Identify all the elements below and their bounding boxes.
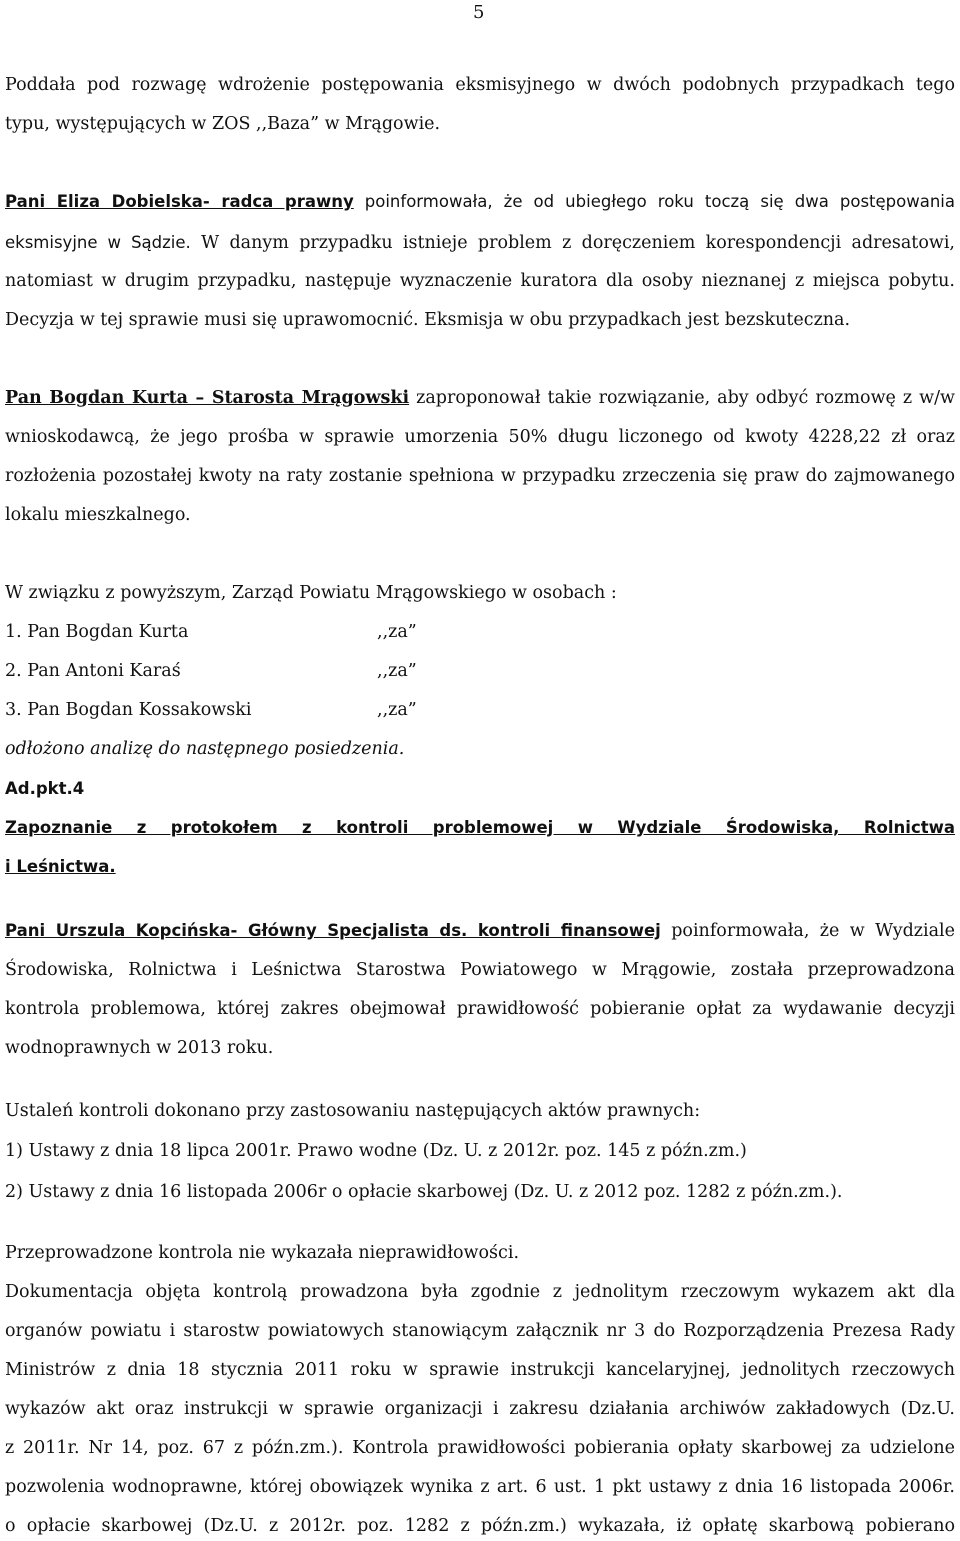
paragraph-line: Środowiska, Rolnictwa i Leśnictwa Starostwa Powiatowego w Mrągowie, została przeprowadzona xyxy=(5,960,955,980)
agenda-title: Zapoznanie z protokołem z kontroli problemowej w Wydziale Środowiska, Rolnictwa xyxy=(5,818,955,837)
line-start: eksmisyjne w Sądzie. xyxy=(5,233,191,252)
paragraph-line: Dokumentacja objęta kontrolą prowadzona była zgodnie z jednolitym rzeczowym wykazem akt dla xyxy=(5,1282,955,1302)
vote-name: 3. Pan Bogdan Kossakowski xyxy=(5,700,252,720)
paragraph-line xyxy=(5,920,955,942)
speaker-name: Pan Bogdan Kurta – Starosta Mrągowski xyxy=(5,388,410,408)
vote-value: ,,za” xyxy=(377,700,417,720)
agenda-point: Ad.pkt.4 xyxy=(5,779,85,798)
speaker-text: zaproponował takie rozwiązanie, aby odbyć rozmowę z w/w xyxy=(409,388,955,408)
list-item: 1) Ustawy z dnia 18 lipca 2001r. Prawo wodne (Dz. U. z 2012r. poz. 145 z późn.zm.) xyxy=(5,1141,747,1161)
paragraph-line xyxy=(5,232,955,254)
decision-line: odłożono analizę do następnego posiedzenia. xyxy=(5,739,405,759)
speaker-text: poinformowała, że w Wydziale xyxy=(660,921,955,941)
paragraph-line: kontrola problemowa, której zakres obejmował prawidłowość pobieranie opłat za wydawanie decyzji xyxy=(5,999,955,1019)
paragraph-line: lokalu mieszkalnego. xyxy=(5,505,191,525)
paragraph-line: organów powiatu i starostw powiatowych stanowiącym załącznik nr 3 do Rozporządzenia Prezesa Rady xyxy=(5,1321,955,1341)
paragraph-line: Ministrów z dnia 18 stycznia 2011 roku w sprawie instrukcji kancelaryjnej, jednolitych rzeczowych xyxy=(5,1360,955,1380)
vote-row xyxy=(5,699,955,721)
page-number: 5 xyxy=(473,2,485,23)
vote-row xyxy=(5,621,955,643)
speaker-text: poinformowała, że od ubiegłego roku toczą się dwa postępowania xyxy=(353,192,956,211)
vote-name: 1. Pan Bogdan Kurta xyxy=(5,622,189,642)
paragraph-line: wykazów akt oraz instrukcji w sprawie organizacji i zakresu działania archiwów zakładowych (Dz.U. xyxy=(5,1399,955,1419)
paragraph-line: natomiast w drugim przypadku, następuje wyznaczenie kuratora dla osoby nieznanej z miejsca pobytu. xyxy=(5,271,955,291)
paragraph-line: pozwolenia wodnoprawne, której obowiązek wynika z art. 6 ust. 1 pkt ustawy z dnia 16 listopada 2006r. xyxy=(5,1477,955,1497)
line-rest: W danym przypadku istnieje problem z doręczeniem korespondencji adresatowi, xyxy=(190,233,955,253)
agenda-title: i Leśnictwa. xyxy=(5,857,116,876)
paragraph-line xyxy=(5,191,955,213)
paragraph-line: wodnoprawnych w 2013 roku. xyxy=(5,1038,274,1058)
paragraph-line: wnioskodawcą, że jego prośba w sprawie umorzenia 50% długu liczonego od kwoty 4228,22 zł oraz xyxy=(5,427,955,447)
vote-name: 2. Pan Antoni Karaś xyxy=(5,661,181,681)
vote-value: ,,za” xyxy=(377,661,417,681)
paragraph-line: Poddała pod rozwagę wdrożenie postępowania eksmisyjnego w dwóch podobnych przypadkach tego xyxy=(5,75,955,95)
paragraph-line: o opłacie skarbowej (Dz.U. z 2012r. poz. 1282 z późn.zm.) wykazała, iż opłatę skarbową pobierano xyxy=(5,1516,955,1536)
paragraph-line: z 2011r. Nr 14, poz. 67 z późn.zm.). Kontrola prawidłowości pobierania opłaty skarbowej za udzielone xyxy=(5,1438,955,1458)
paragraph-line: Ustaleń kontroli dokonano przy zastosowaniu następujących aktów prawnych: xyxy=(5,1101,701,1121)
paragraph-line: Decyzja w tej sprawie musi się uprawomocnić. Eksmisja w obu przypadkach jest bezskuteczna. xyxy=(5,310,851,330)
paragraph-line xyxy=(5,387,955,409)
speaker-name: Pani Eliza Dobielska- radca prawny xyxy=(5,192,354,211)
paragraph-line: rozłożenia pozostałej kwoty na raty zostanie spełniona w przypadku zrzeczenia się praw do zajmowanego xyxy=(5,466,955,486)
paragraph-line: W związku z powyższym, Zarząd Powiatu Mrągowskiego w osobach : xyxy=(5,583,617,603)
paragraph-line: typu, występujących w ZOS ,,Baza” w Mrągowie. xyxy=(5,114,441,134)
paragraph-line: Przeprowadzone kontrola nie wykazała nieprawidłowości. xyxy=(5,1243,520,1263)
list-item: 2) Ustawy z dnia 16 listopada 2006r o opłacie skarbowej (Dz. U. z 2012 poz. 1282 z późn.zm.). xyxy=(5,1182,843,1202)
vote-row xyxy=(5,660,955,682)
vote-value: ,,za” xyxy=(377,622,417,642)
speaker-name: Pani Urszula Kopcińska- Główny Specjalista ds. kontroli finansowej xyxy=(5,921,661,940)
